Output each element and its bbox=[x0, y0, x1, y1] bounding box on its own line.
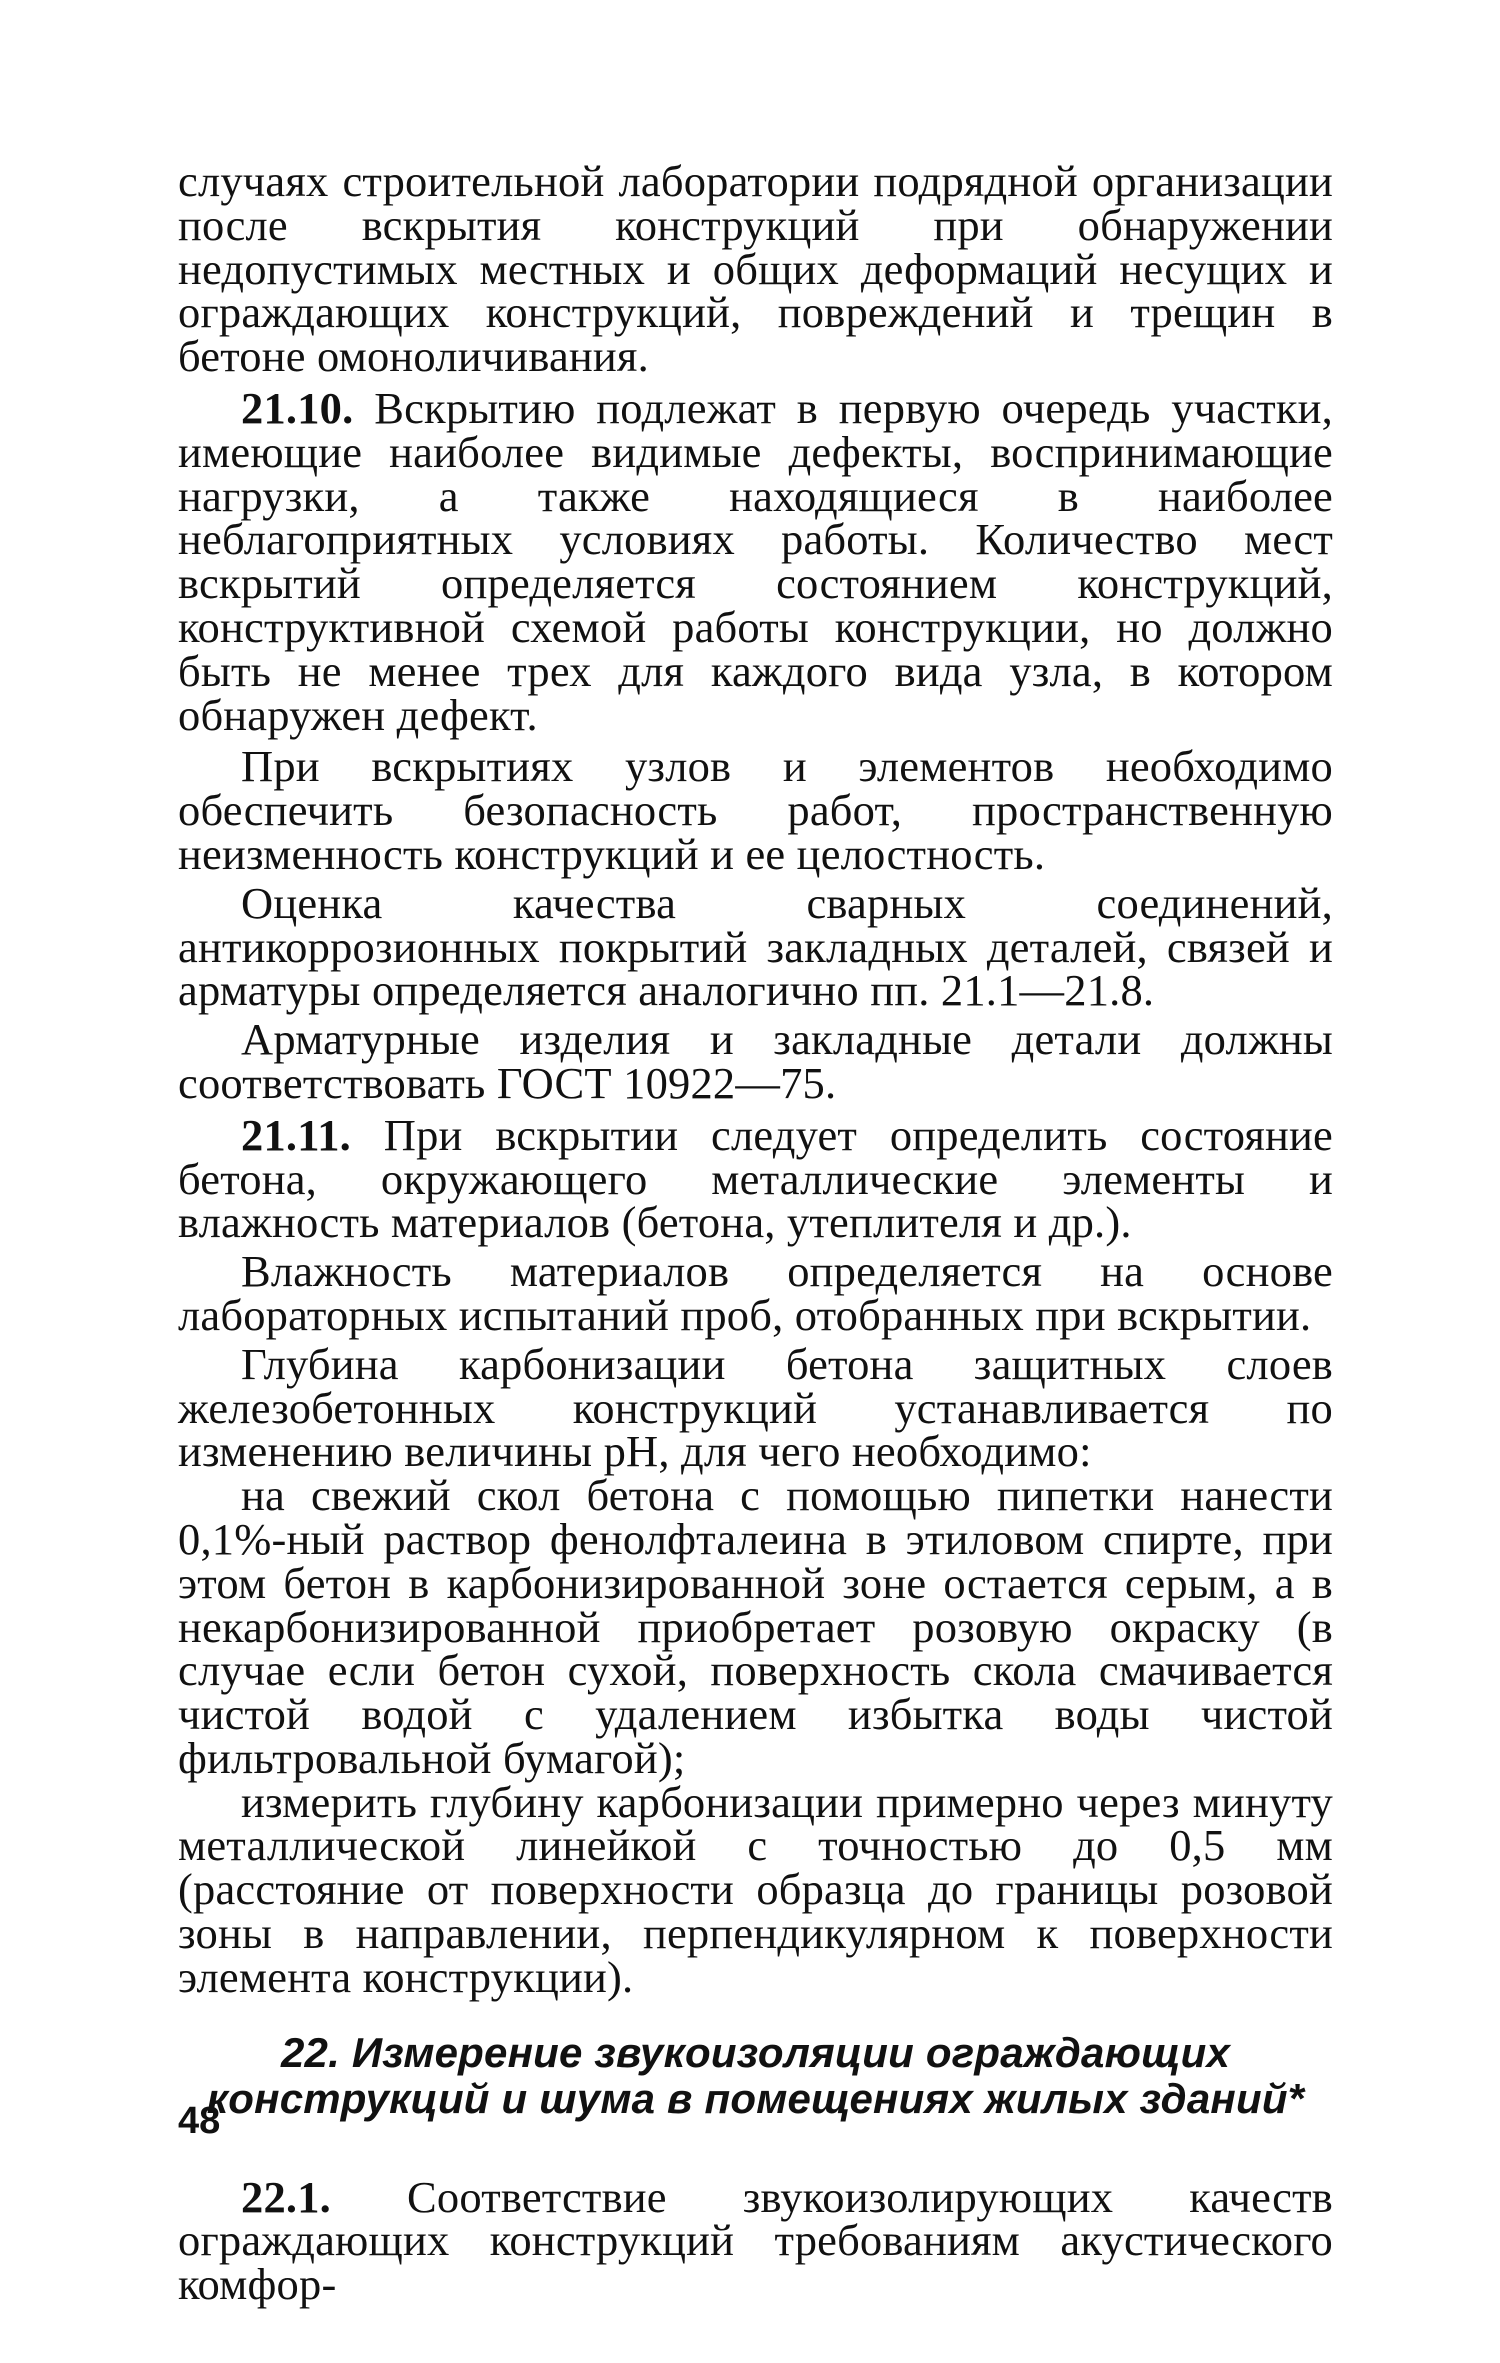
list-item-phenolphthalein: на свежий скол бетона с помощью пипетки нанести 0,1%-ный раствор фенолфталеина в этиловом спирте, при этом бетон в карбонизированной зоне остается серым, а в некарбонизированной приобретает розовую окраску (в случае если бетон сухой, поверхность скола смачивается чистой водой с удалением избытка воды чистой фильтровальной бумагой); bbox=[178, 1470, 1333, 1783]
paragraph-weld-quality: Оценка качества сварных соединений, антикоррозионных покрытий закладных деталей, связей и арматуры определяется аналогично пп. 21.1—21.8. bbox=[178, 877, 1333, 1016]
paragraph-21-11 bbox=[178, 1109, 1333, 1248]
clause-number: 22.1. bbox=[241, 2171, 331, 2222]
paragraph-text: Соответствие звукоизолирующих качеств ограждающих конструкций требованиям акустического комфор- bbox=[178, 2171, 1333, 2310]
section-heading bbox=[178, 2030, 1333, 2122]
heading-line-1: 22. Измерение звукоизоляции ограждающих bbox=[280, 2028, 1231, 2076]
heading-line-2: конструкций и шума в помещениях жилых зданий* bbox=[206, 2074, 1305, 2122]
page-number: 48 bbox=[178, 2100, 221, 2142]
paragraph-text: При вскрытии следует определить состояние бетона, окружающего металлические элементы и влажность материалов (бетона, утеплителя и др.). bbox=[178, 1109, 1333, 1248]
body-text bbox=[178, 156, 1334, 2310]
paragraph-text: Вскрытию подлежат в первую очередь участки, имеющие наиболее видимые дефекты, воспринимающие нагрузки, а также находящиеся в наиболее неблагоприятных условиях работы. Количество мест вскрытий определяется состоянием конструкций, конструктивной схемой работы конструкции, но должно быть не менее трех для каждого вида узла, в котором обнаружен дефект. bbox=[178, 382, 1334, 740]
paragraph-21-10 bbox=[178, 382, 1334, 740]
paragraph-gost: Арматурные изделия и закладные детали должны соответствовать ГОСТ 10922—75. bbox=[178, 1014, 1333, 1108]
paragraph-humidity: Влажность материалов определяется на основе лабораторных испытаний проб, отобранных при вскрытии. bbox=[178, 1246, 1333, 1340]
paragraph-opening-safety: При вскрытиях узлов и элементов необходимо обеспечить безопасность работ, пространственную неизменность конструкций и ее целостность. bbox=[178, 741, 1333, 879]
clause-number: 21.11. bbox=[241, 1109, 351, 1160]
paragraph-22-1 bbox=[178, 2171, 1333, 2310]
paragraph-carbonation: Глубина карбонизации бетона защитных слоев железобетонных конструкций устанавливается по изменению величины pH, для чего необходимо: bbox=[178, 1338, 1333, 1477]
clause-number: 21.10. bbox=[241, 382, 354, 433]
paragraph-continuation: случаях строительной лаборатории подрядной организации после вскрытия конструкций при обнаружении недопустимых местных и общих деформаций несущих и ограждающих конструкций, повреждений и трещин в бетоне омоноличивания. bbox=[178, 156, 1333, 382]
list-item-measure-depth: измерить глубину карбонизации примерно через минуту металлической линейкой с точностью до 0,5 мм (расстояние от поверхности образца до границы розовой зоны в направлении, перпендикулярном к поверхности элемента конструкции). bbox=[178, 1776, 1333, 2002]
